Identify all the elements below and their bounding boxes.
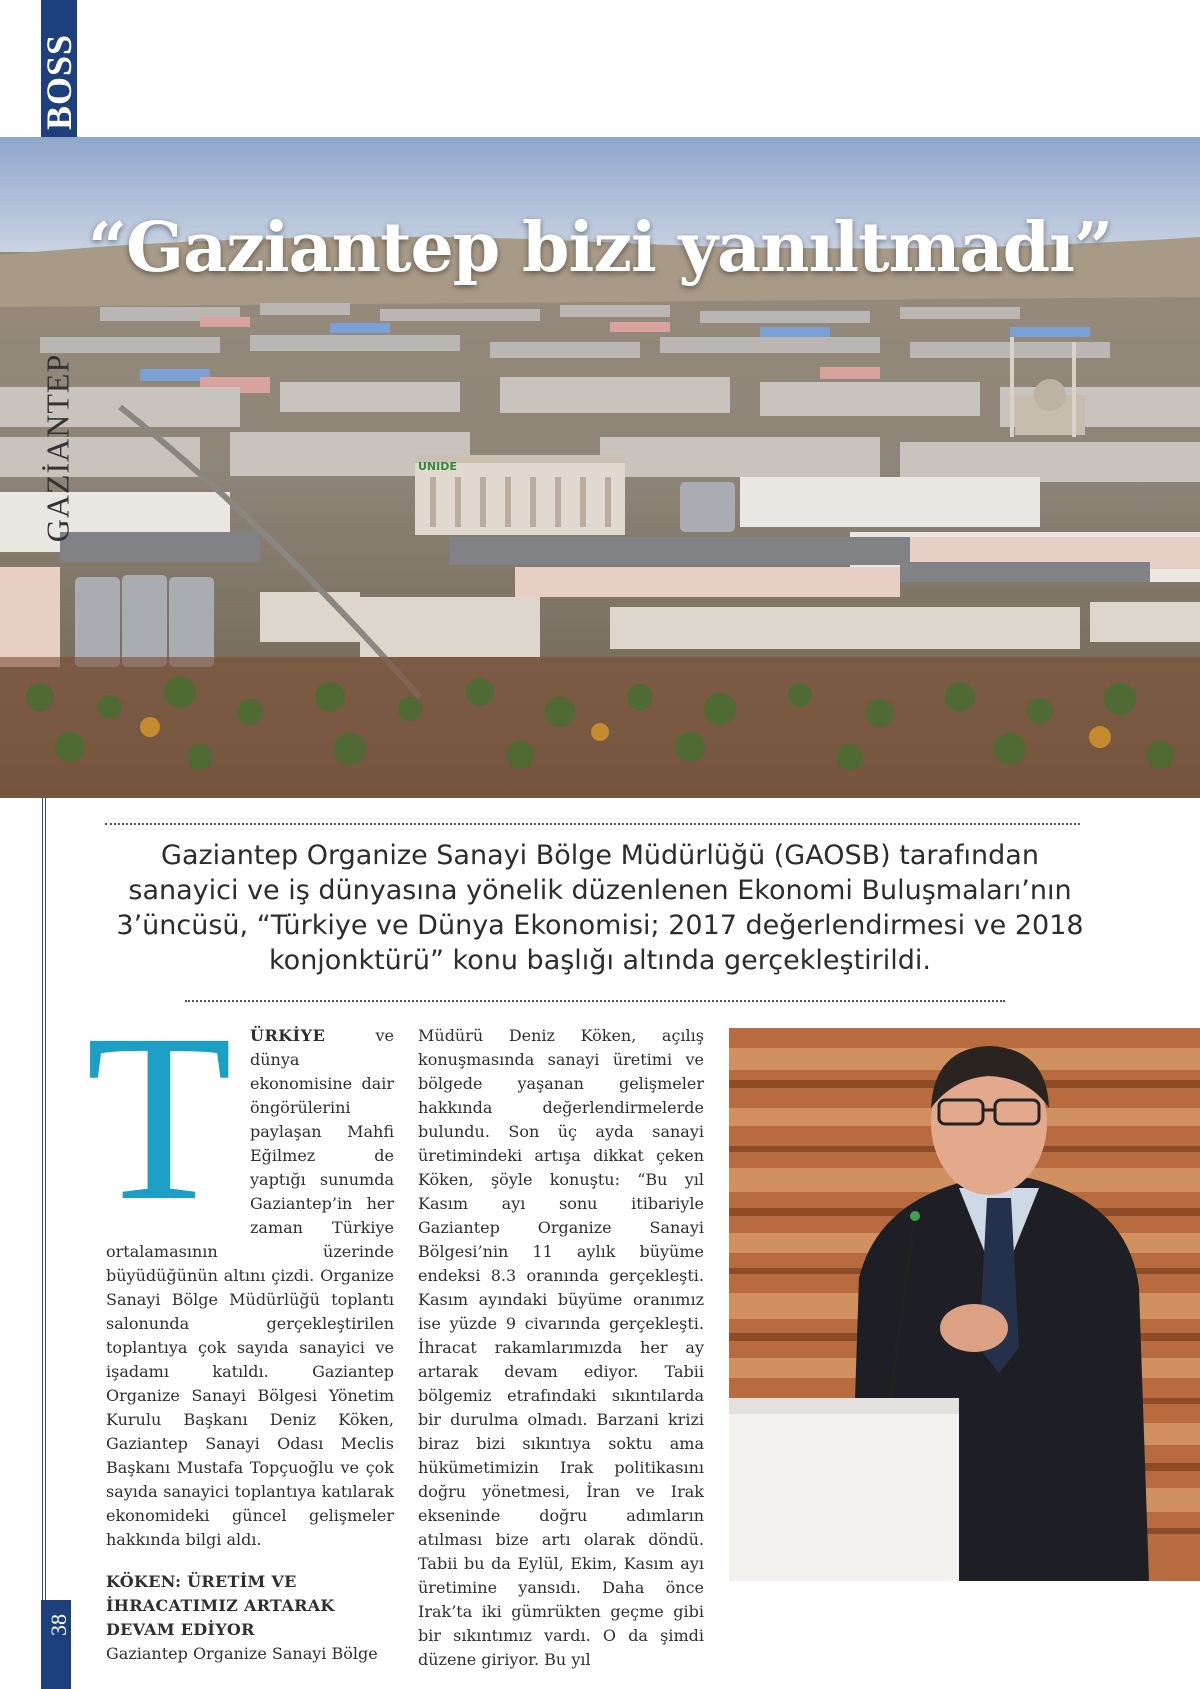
hero-sign: UNIDE [418, 460, 457, 473]
body-paragraph: Müdürü Deniz Köken, açılış konuşmasında sanayi üretimi ve bölgede yaşanan gelişmeler hakkında değerlendirmelerde bulundu. Son üç ayda sanayi üretimindeki artışa dikkat çeken Köken, şöyle konuştu: “Bu yıl Kasım ayı sonu itibariyle Gaziantep Organize Sanayi Bölgesi’nin 11 aylık büyüme endeksi 8.3 oranında gerçekleşti. Kasım ayındaki büyüme oranımız ise yüzde 9 civarında gerçekleşti. İhracat rakamlarımızda her ay artarak devam ediyor. Tabii bölgemiz etrafındaki sıkıntılarda bir durulma olmadı. Barzani krizi biraz bizi sıkıntıya soktu ama hükümetimizin Irak politikasını doğru yönetmesi, İran ve Irak ekseninde doğru adımların atılması bize artı olarak döndü. Tabii bu da Eylül, Ekim, Kasım ayı üretimine yansıdı. Daha önce Irak’ta iki gümrükten geçme gibi bir sıkıntımız vardı. O da şimdi düzene giriyor. Bu yıl [418, 1026, 704, 1669]
lead-caps: ÜRKİYE [250, 1026, 326, 1045]
dropcap-letter [85, 984, 233, 1250]
article-title: “Gaziantep bizi yanıltmadı” [87, 208, 1113, 288]
brand-logo: BOSS [39, 33, 79, 131]
divider-bottom [185, 1000, 1005, 1002]
article-lead: Gaziantep Organize Sanayi Bölge Müdürlüğü (GAOSB) tarafından sanayici ve iş dünyasına yönelik düzenlenen Ekonomi Buluşmaları’nın 3’üncüsü, “Türkiye ve Dünya Ekonomisi; 2017 değerlendirmesi ve 2018 konjonktürü” konu başlığı altında gerçekleştirildi. [116, 840, 1084, 976]
subheading: KÖKEN: ÜRETİM VE İHRACATIMIZ ARTARAK DEVAM EDİYOR [106, 1572, 335, 1639]
article-column-2 [418, 1024, 704, 1672]
section-label: GAZİANTEP [39, 353, 76, 543]
speaker-at-podium-photo [729, 1028, 1200, 1581]
svg-text:T: T [85, 984, 233, 1250]
body-paragraph: ÜRKİYE ve dünya ekonomisine dair öngörülerini paylaşan Mahfi Eğilmez de yaptığı sunumda Gaziantep’in her zaman Türkiye ortalamasının üzerinde büyüdüğünün altını çizdi. Organize Sanayi Bölge Müdürlüğü toplantı salonunda gerçekleştirilen toplantıya çok sayıda sanayici ve işadamı katıldı. Gaziantep Organize Sanayi Bölgesi Yönetim Kurulu Başkanı Deniz Köken, Gaziantep Sanayi Odası Meclis Başkanı Mustafa Topçuoğlu ve çok sayıda sanayici toplantıya katılarak ekonomideki güncel gelişmeler hakkında bilgi aldı. [106, 1026, 394, 1549]
page-number: 38 [46, 1614, 71, 1636]
speaker-photo [729, 1028, 1200, 1581]
body-paragraph: Gaziantep Organize Sanayi Bölge [106, 1644, 378, 1663]
divider-top [105, 823, 1080, 825]
